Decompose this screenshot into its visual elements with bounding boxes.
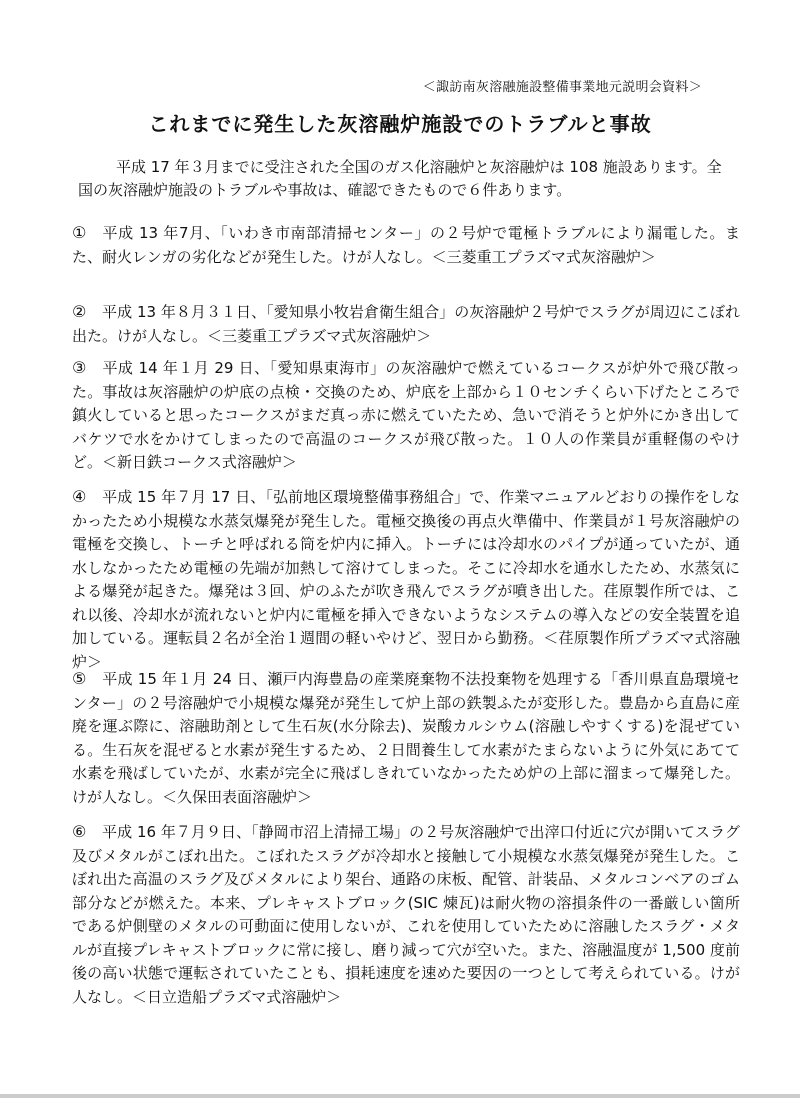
incident-item-2 <box>72 300 740 348</box>
item-number: ① <box>72 223 87 242</box>
item-text: 平成 15 年１月 24 日、瀬戸内海豊島の産業廃棄物不法投棄物を処理する「香川県直島環境センター」の２号溶融炉で小規模な爆発が発生して炉上部の鉄製ふたが変形した。豊島から直島に産廃を運ぶ際に、溶融助剤として生石灰(水分除去)、炭酸カルシウム(溶融しやすくする)を混ぜている。生石灰を混ぜると水素が発生するため、２日間養生して水素がたまらないように外気にあてて水素を飛ばしていたが、水素が完全に飛ばしきれていなかったため炉の上部に溜まって爆発した。けが人なし。 <box>72 670 740 806</box>
item-number: ⑤ <box>72 669 87 688</box>
item-manufacturer-tag: ＜三菱重工プラズマ式灰溶融炉＞ <box>207 326 432 345</box>
page-title: これまでに発生した灰溶融炉施設でのトラブルと事故 <box>148 112 652 136</box>
item-manufacturer-tag: ＜三菱重工プラズマ式灰溶融炉＞ <box>431 247 656 266</box>
item-text: 平成 13 年８月３１日、「愛知県小牧岩倉衛生組合」の灰溶融炉２号炉でスラグが周辺にこぼれ出た。けが人なし。 <box>72 303 740 345</box>
incident-item-6 <box>72 820 740 1009</box>
incident-item-5 <box>72 667 740 809</box>
item-text: 平成 15 年７月 17 日、「弘前地区環境整備事務組合」で、作業マニュアルどおりの操作をしなかったため小規模な水蒸気爆発が発生した。電極交換後の再点火準備中、作業員が１号灰溶融炉の電極を交換し、トーチと呼ばれる筒を炉内に挿入。トーチには冷却水のパイプが通っていたが、通水しなかったため電極の先端が加熱して溶けてしまった。そこに冷却水を通水したため、水蒸気による爆発が起きた。爆発は３回、炉のふたが吹き飛んでスラグが噴き出した。荏原製作所では、これ以後、冷却水が流れないと炉内に電極を挿入できないようなシステムの導入などの安全装置を追加している。運転員２名が全治１週間の軽いやけど、翌日から勤務。 <box>72 488 740 647</box>
incident-item-1 <box>72 221 740 269</box>
item-number: ③ <box>72 358 87 377</box>
incident-item-4 <box>72 485 740 674</box>
item-text: 平成 16 年７月９日、「静岡市沼上清掃工場」の２号灰溶融炉で出滓口付近に穴が開いてスラグ及びメタルがこぼれ出た。こぼれたスラグが冷却水と接触して小規模な水蒸気爆発が発生した。こぼれ出た高温のスラグ及びメタルにより架台、通路の床板、配管、計装品、メタルコンベアのゴム部分などが燃えた。本来、プレキャストブロック(SIC 煉瓦)は耐火物の溶損条件の一番厳しい箇所である炉側壁のメタルの可動面に使用しないが、これを使用していたために溶融したスラグ・メタルが直接プレキャストブロックに常に接し、磨り減って穴が空いた。また、溶融温度が 1,500 度前後の高い状態で運転されていたことも、損耗速度を速めた要因の一つとして考えられている。けが人なし。 <box>72 823 740 1006</box>
item-text: 平成 14 年１月 29 日、「愛知県東海市」の灰溶融炉で燃えているコークスが炉外で飛び散った。事故は灰溶融炉の炉底の点検・交換のため、炉底を上部から１０センチくらい下げたところで鎮火していると思ったコークスがまだ真っ赤に燃えていたため、急いで消そうと炉外にかき出してバケツで水をかけてしまったので高温のコークスが飛び散った。１０人の作業員が重軽傷のやけど。 <box>72 359 740 471</box>
item-number: ⑥ <box>72 822 87 841</box>
item-text: 平成 13 年7月、「いわき市南部清掃センター」の２号炉で電極トラブルにより漏電した。また、耐火レンガの劣化などが発生した。けが人なし。 <box>72 224 740 266</box>
item-manufacturer-tag: ＜新日鉄コークス式溶融炉＞ <box>102 453 297 471</box>
item-manufacturer-tag: ＜荏原製作所プラズマ式溶融炉＞ <box>72 629 740 671</box>
item-manufacturer-tag: ＜日立造船プラズマ式溶融炉＞ <box>132 987 342 1006</box>
item-number: ④ <box>72 487 87 506</box>
item-manufacturer-tag: ＜久保田表面溶融炉＞ <box>162 787 313 806</box>
item-number: ② <box>72 302 87 321</box>
source-note: ＜諏訪南灰溶融施設整備事業地元説明会資料＞ <box>422 80 702 95</box>
scan-edge-divider <box>0 1094 800 1098</box>
intro-paragraph: 平成 17 年３月までに受注された全国のガス化溶融炉と灰溶融炉は 108 施設あります。全国の灰溶融炉施設のトラブルや事故は、確認できたもので６件あります。 <box>78 158 722 199</box>
incident-item-3 <box>72 356 740 475</box>
